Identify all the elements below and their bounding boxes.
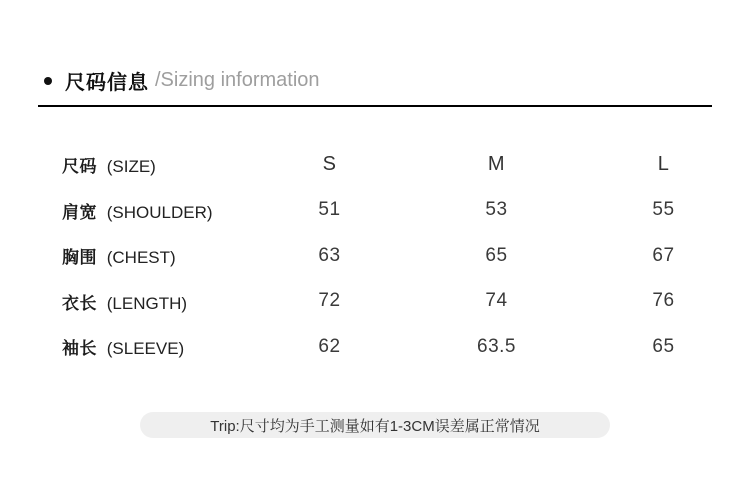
row-label-zh: 胸围 <box>62 248 97 268</box>
table-row-shoulder <box>62 188 747 234</box>
row-label <box>62 289 246 314</box>
row-label <box>62 334 246 359</box>
size-col-l: L <box>657 153 670 176</box>
chest-value-s: 63 <box>318 244 341 266</box>
shoulder-value-l: 55 <box>652 199 675 221</box>
header-divider <box>38 105 712 107</box>
length-value-l: 76 <box>652 290 675 312</box>
row-label-en: (SHOULDER) <box>106 202 213 222</box>
row-label <box>62 152 246 177</box>
sleeve-value-m: 63.5 <box>477 335 516 357</box>
size-col-s: S <box>322 153 337 176</box>
shoulder-value-s: 51 <box>318 199 341 221</box>
size-col-m: M <box>487 153 506 176</box>
row-label-zh: 肩宽 <box>62 202 97 222</box>
chest-value-l: 67 <box>652 244 675 266</box>
length-value-s: 72 <box>318 290 341 312</box>
chest-value-m: 65 <box>485 244 508 266</box>
row-label-en: (LENGTH) <box>106 293 188 313</box>
row-label-en: (SLEEVE) <box>106 339 185 359</box>
sleeve-value-l: 65 <box>652 335 675 357</box>
shoulder-value-m: 53 <box>485 199 508 221</box>
measurement-disclaimer-text: Trip:尺寸均为手工测量如有1-3CM误差属正常情况 <box>210 417 540 435</box>
bullet-icon <box>44 77 52 85</box>
row-label-en: (SIZE) <box>106 157 156 177</box>
table-row-sleeve <box>62 324 747 370</box>
table-row-size <box>62 142 747 188</box>
length-value-m: 74 <box>485 290 508 312</box>
measurement-disclaimer-pill <box>140 412 610 438</box>
row-label-zh: 袖长 <box>62 339 97 359</box>
sleeve-value-s: 62 <box>318 335 341 357</box>
table-row-chest <box>62 233 747 279</box>
table-row-length <box>62 279 747 325</box>
row-label-en: (CHEST) <box>106 248 176 268</box>
row-label <box>62 198 246 223</box>
section-title-en: /Sizing information <box>155 69 320 91</box>
row-label-zh: 尺码 <box>62 157 97 177</box>
size-table <box>62 142 747 370</box>
row-label-zh: 衣长 <box>62 293 97 313</box>
section-header <box>44 66 320 95</box>
row-label <box>62 243 246 268</box>
section-title-zh: 尺码信息 <box>65 72 149 94</box>
